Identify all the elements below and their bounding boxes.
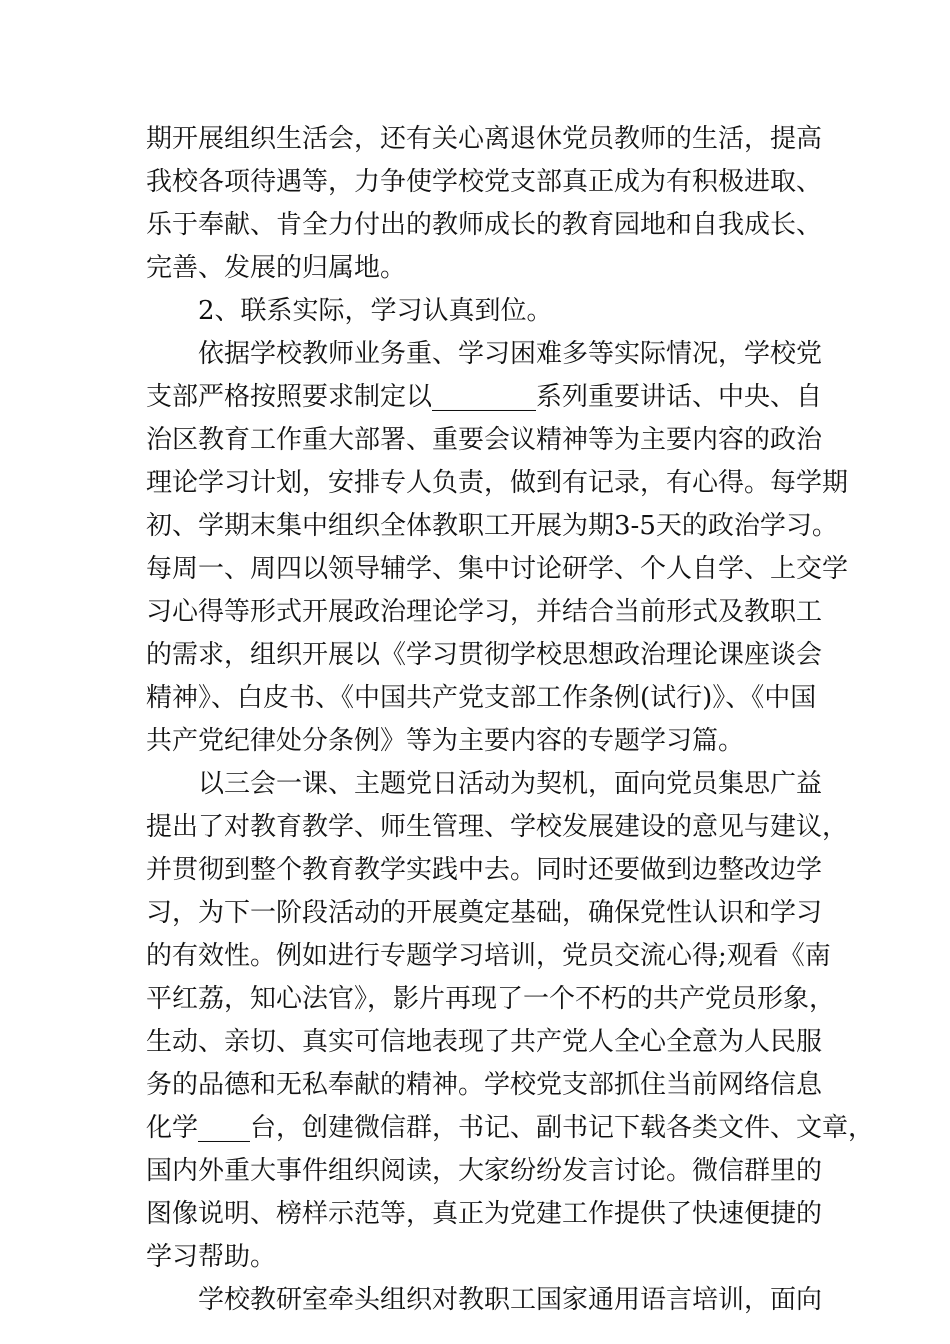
text-line: 国内外重大事件组织阅读，大家纷纷发言讨论。微信群里的	[146, 1156, 823, 1186]
text-line: 并贯彻到整个教育教学实践中去。同时还要做到边整改边学	[146, 855, 823, 885]
text-line: 的需求，组织开展以《学习贯彻学校思想政治理论课座谈会	[146, 640, 823, 670]
text-line: 的有效性。例如进行专题学习培训，党员交流心得;观看《南	[146, 941, 831, 971]
text-line: 精神》、白皮书、《中国共产党支部工作条例(试行)》、《中国	[146, 683, 817, 713]
text-line: 我校各项待遇等，力争使学校党支部真正成为有积极进取、	[146, 167, 823, 197]
text-line: 务的品德和无私奉献的精神。学校党支部抓住当前网络信息	[146, 1070, 823, 1100]
text-line: 乐于奉献、肯全力付出的教师成长的教育园地和自我成长、	[146, 210, 823, 240]
text-line: 完善、发展的归属地。	[146, 253, 407, 283]
text-line: 理论学习计划，安排专人负责，做到有记录，有心得。每学期	[146, 468, 849, 498]
text-line: 依据学校教师业务重、学习困难多等实际情况，学校党	[198, 339, 823, 369]
text-line: 初、学期末集中组织全体教职工开展为期3-5天的政治学习。	[146, 511, 838, 541]
text-line: 习心得等形式开展政治理论学习，并结合当前形式及教职工	[146, 597, 823, 627]
document-body	[146, 118, 875, 1322]
text-line: 支部严格按照要求制定以________系列重要讲话、中央、自	[146, 382, 823, 412]
text-line: 学习帮助。	[146, 1242, 277, 1272]
text-line: 化学____台，创建微信群，书记、副书记下载各类文件、文章，	[146, 1113, 875, 1143]
section-heading: 2、联系实际，学习认真到位。	[198, 296, 553, 326]
text-line: 以三会一课、主题党日活动为契机，面向党员集思广益	[198, 769, 823, 799]
text-line: 图像说明、榜样示范等，真正为党建工作提供了快速便捷的	[146, 1199, 823, 1229]
text-line: 提出了对教育教学、师生管理、学校发展建设的意见与建议，	[146, 812, 849, 842]
text-line: 平红荔，知心法官》，影片再现了一个不朽的共产党员形象，	[146, 984, 836, 1014]
text-line: 共产党纪律处分条例》等为主要内容的专题学习篇。	[146, 726, 745, 756]
text-line: 每周一、周四以领导辅学、集中讨论研学、个人自学、上交学	[146, 554, 849, 584]
text-line: 学校教研室牵头组织对教职工国家通用语言培训，面向	[198, 1285, 823, 1315]
text-line: 习，为下一阶段活动的开展奠定基础，确保党性认识和学习	[146, 898, 823, 928]
text-line: 生动、亲切、真实可信地表现了共产党人全心全意为人民服	[146, 1027, 823, 1057]
text-line: 期开展组织生活会，还有关心离退休党员教师的生活，提高	[146, 124, 823, 154]
text-line: 治区教育工作重大部署、重要会议精神等为主要内容的政治	[146, 425, 823, 455]
